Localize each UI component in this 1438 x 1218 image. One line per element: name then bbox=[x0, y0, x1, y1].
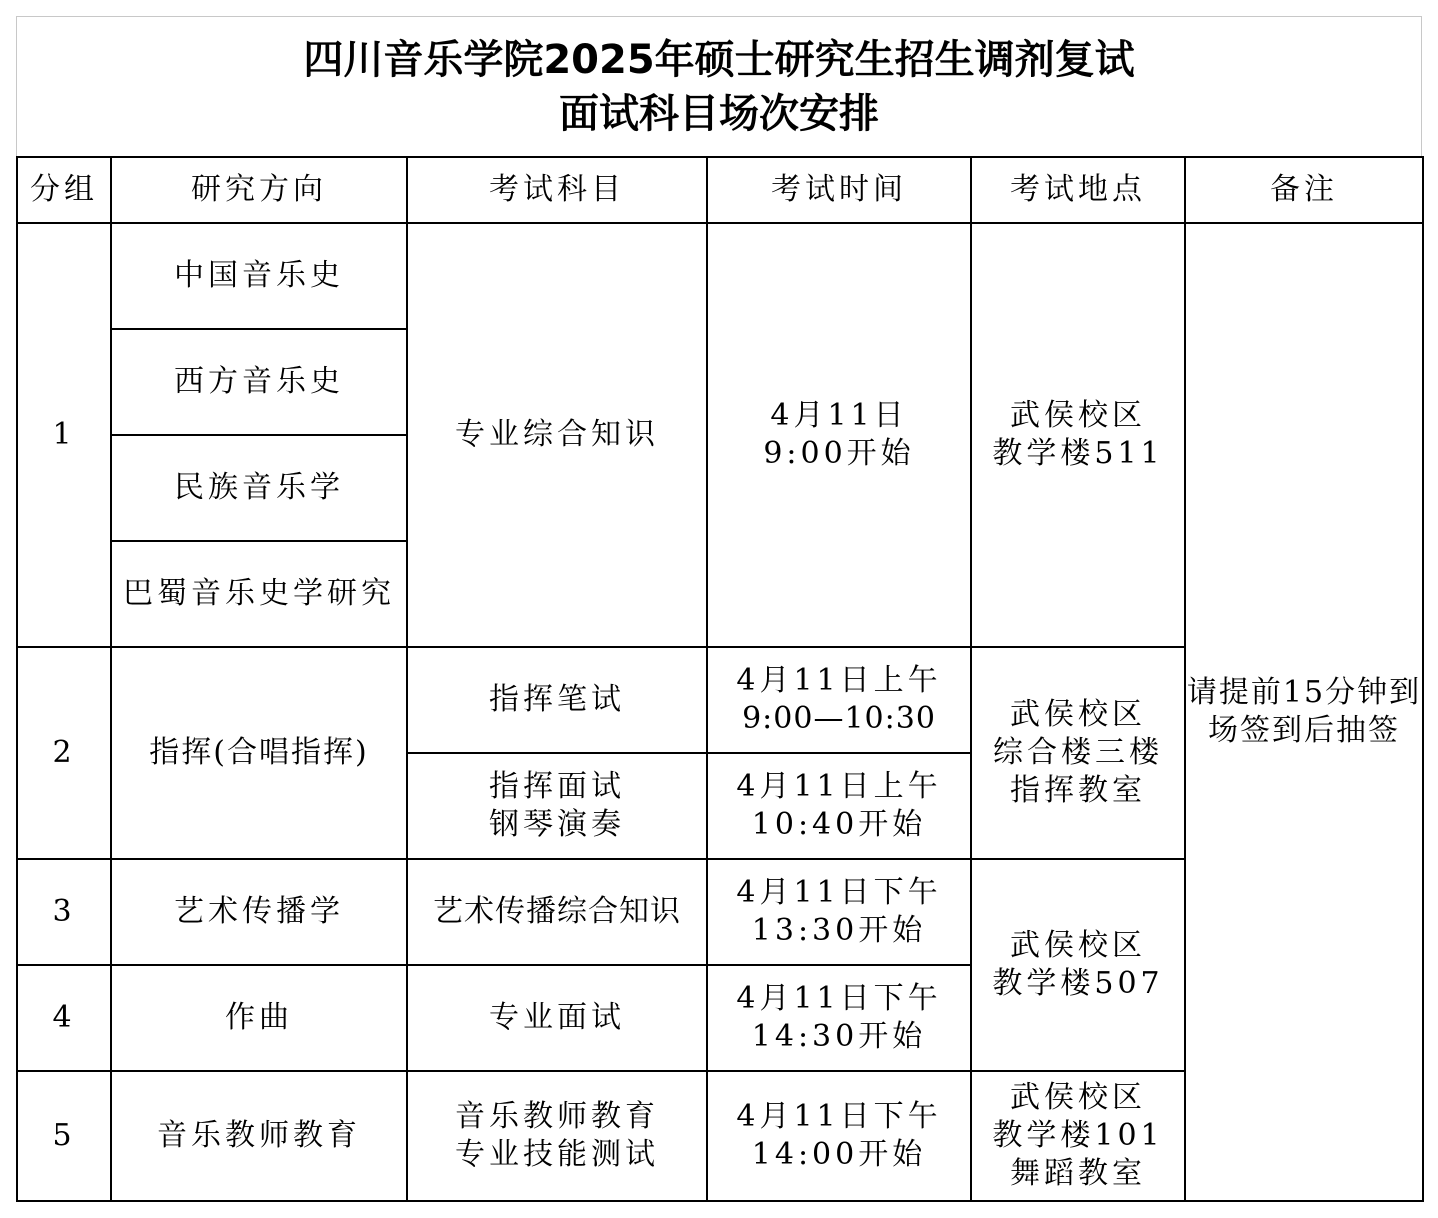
group-5-loc-campus: 武侯校区 bbox=[1010, 1080, 1146, 1115]
group-3-time-start: 13:30开始 bbox=[751, 913, 927, 948]
group-5-subject bbox=[407, 1071, 707, 1201]
header-note: 备注 bbox=[1185, 157, 1423, 223]
group-3-time-date: 4月11日下午 bbox=[736, 875, 942, 910]
group-1-direction-1: 中国音乐史 bbox=[111, 223, 407, 329]
group-4-id: 4 bbox=[17, 965, 111, 1071]
table-row bbox=[17, 223, 1423, 329]
group-3-loc-campus: 武侯校区 bbox=[1010, 928, 1146, 963]
group-5-subject-line-2: 专业技能测试 bbox=[455, 1137, 659, 1172]
group-2-time-1-date: 4月11日上午 bbox=[736, 663, 942, 698]
group-5-direction: 音乐教师教育 bbox=[111, 1071, 407, 1201]
group-1-loc-campus: 武侯校区 bbox=[1010, 398, 1146, 433]
header-time: 考试时间 bbox=[707, 157, 971, 223]
group-4-time-start: 14:30开始 bbox=[751, 1019, 927, 1054]
group-5-loc-building: 教学楼101 bbox=[992, 1118, 1164, 1153]
group-2-time-2-date: 4月11日上午 bbox=[736, 769, 942, 804]
group-5-time bbox=[707, 1071, 971, 1201]
group-3-subject: 艺术传播综合知识 bbox=[407, 859, 707, 965]
group-2-subject-2-line-2: 钢琴演奏 bbox=[489, 807, 625, 842]
group-2-time-2 bbox=[707, 753, 971, 859]
schedule-document bbox=[16, 16, 1422, 1202]
group-3-direction: 艺术传播学 bbox=[111, 859, 407, 965]
group-2-time-1 bbox=[707, 647, 971, 753]
group-4-subject: 专业面试 bbox=[407, 965, 707, 1071]
header-row bbox=[17, 157, 1423, 223]
document-title bbox=[16, 16, 1422, 156]
group-1-time bbox=[707, 223, 971, 647]
note-cell bbox=[1185, 223, 1423, 1201]
group-4-direction: 作曲 bbox=[111, 965, 407, 1071]
header-direction: 研究方向 bbox=[111, 157, 407, 223]
group-1-direction-4: 巴蜀音乐史学研究 bbox=[111, 541, 407, 647]
header-group: 分组 bbox=[17, 157, 111, 223]
note-line-2: 场签到后抽签 bbox=[1208, 713, 1400, 748]
group-1-id: 1 bbox=[17, 223, 111, 647]
group-4-time-date: 4月11日下午 bbox=[736, 981, 942, 1016]
title-line-1: 四川音乐学院2025年硕士研究生招生调剂复试 bbox=[303, 36, 1135, 83]
group-5-time-date: 4月11日下午 bbox=[736, 1099, 942, 1134]
group-2-loc-building: 综合楼三楼 bbox=[993, 735, 1163, 770]
group-1-time-start: 9:00开始 bbox=[763, 436, 915, 471]
group-2-location bbox=[971, 647, 1185, 859]
group-2-subject-2 bbox=[407, 753, 707, 859]
group-4-time bbox=[707, 965, 971, 1071]
group-1-direction-2: 西方音乐史 bbox=[111, 329, 407, 435]
note-line-1: 请提前15分钟到 bbox=[1186, 675, 1422, 710]
schedule-table bbox=[16, 156, 1424, 1202]
group-3-4-location bbox=[971, 859, 1185, 1071]
group-3-loc-room: 教学楼507 bbox=[992, 966, 1164, 1001]
group-2-time-2-start: 10:40开始 bbox=[751, 807, 927, 842]
header-subject: 考试科目 bbox=[407, 157, 707, 223]
group-3-time bbox=[707, 859, 971, 965]
group-1-location bbox=[971, 223, 1185, 647]
header-location: 考试地点 bbox=[971, 157, 1185, 223]
group-2-loc-campus: 武侯校区 bbox=[1010, 697, 1146, 732]
group-2-direction: 指挥(合唱指挥) bbox=[111, 647, 407, 859]
group-1-loc-room: 教学楼511 bbox=[992, 436, 1164, 471]
group-5-loc-room: 舞蹈教室 bbox=[1010, 1156, 1146, 1191]
group-5-time-start: 14:00开始 bbox=[751, 1137, 927, 1172]
group-2-id: 2 bbox=[17, 647, 111, 859]
group-5-id: 5 bbox=[17, 1071, 111, 1201]
group-2-subject-1: 指挥笔试 bbox=[407, 647, 707, 753]
group-1-subject: 专业综合知识 bbox=[407, 223, 707, 647]
group-1-direction-3: 民族音乐学 bbox=[111, 435, 407, 541]
group-1-time-date: 4月11日 bbox=[770, 398, 908, 433]
group-2-loc-room: 指挥教室 bbox=[1010, 773, 1146, 808]
group-3-id: 3 bbox=[17, 859, 111, 965]
group-2-time-1-range: 9:00—10:30 bbox=[742, 701, 936, 736]
group-5-subject-line-1: 音乐教师教育 bbox=[455, 1099, 659, 1134]
title-line-2: 面试科目场次安排 bbox=[559, 90, 879, 137]
group-5-location bbox=[971, 1071, 1185, 1201]
group-2-subject-2-line-1: 指挥面试 bbox=[489, 769, 625, 804]
